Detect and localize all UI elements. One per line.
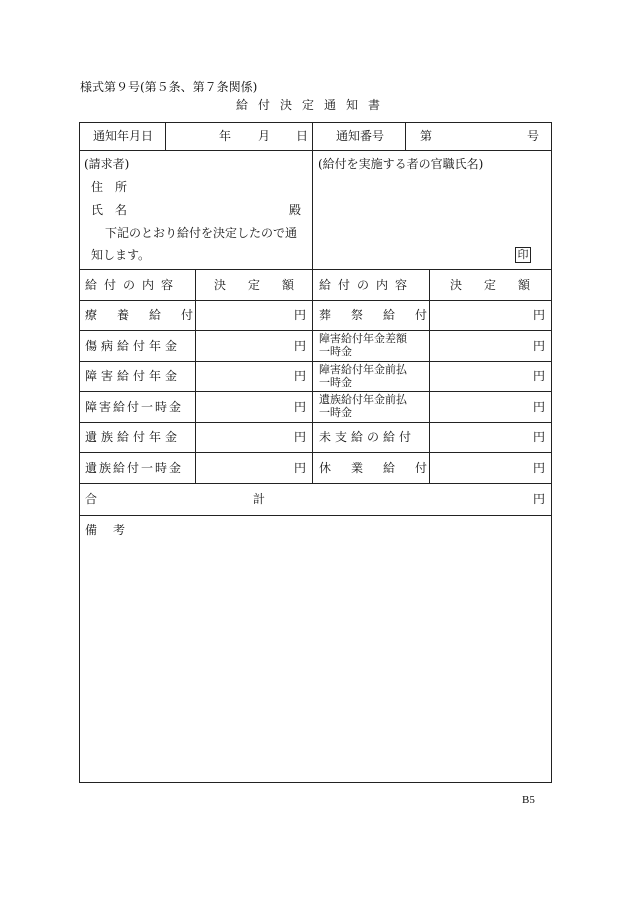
rule-h-row1 xyxy=(79,330,552,331)
rule-h-row5 xyxy=(79,452,552,453)
rule-v-header-1 xyxy=(165,122,166,151)
row-2-right-label-2: 一時金 xyxy=(319,345,352,358)
row-4-left-yen: 円 xyxy=(294,400,307,414)
row-4-right-yen: 円 xyxy=(533,400,546,414)
number-go: 号 xyxy=(527,129,540,143)
month-label: 月 xyxy=(258,129,271,143)
total-yen: 円 xyxy=(533,492,546,506)
rule-v-right-amount xyxy=(429,269,430,484)
row-3-right-label-1: 障害給付年金前払 xyxy=(319,363,407,376)
remarks-label: 備考 xyxy=(85,523,142,537)
rule-v-header-2 xyxy=(405,122,406,151)
rule-h-row3 xyxy=(79,391,552,392)
total-label-1: 合 xyxy=(85,492,98,506)
rule-v-center xyxy=(312,122,313,484)
rule-h-header xyxy=(79,150,552,151)
seal-mark: 印 xyxy=(515,247,531,263)
row-3-left-yen: 円 xyxy=(294,369,307,383)
row-2-right-label-1: 障害給付年金差額 xyxy=(319,332,407,345)
document-title: 給付決定通知書 xyxy=(236,98,391,112)
row-3-right-yen: 円 xyxy=(533,369,546,383)
row-5-left-yen: 円 xyxy=(294,430,307,444)
number-dai: 第 xyxy=(420,129,433,143)
row-1-right-label: 葬祭給付 xyxy=(319,308,448,322)
row-4-right-label-2: 一時金 xyxy=(319,406,352,419)
date-label: 通知年月日 xyxy=(93,129,154,143)
year-label: 年 xyxy=(219,129,232,143)
applicant-heading: (請求者) xyxy=(84,157,130,171)
rule-h-row2 xyxy=(79,361,552,362)
row-2-left-label: 傷病給付年金 xyxy=(85,339,182,353)
row-1-right-yen: 円 xyxy=(533,308,546,322)
number-label: 通知番号 xyxy=(336,129,385,143)
row-2-right-yen: 円 xyxy=(533,339,546,353)
rule-v-left-amount xyxy=(195,269,196,484)
row-6-left-label: 遺族給付一時金 xyxy=(85,461,184,475)
row-1-left-yen: 円 xyxy=(294,308,307,322)
rule-h-row4 xyxy=(79,422,552,423)
row-6-right-yen: 円 xyxy=(533,461,546,475)
frame-top xyxy=(79,122,552,123)
row-5-right-yen: 円 xyxy=(533,430,546,444)
row-6-left-yen: 円 xyxy=(294,461,307,475)
row-5-left-label: 遺族給付年金 xyxy=(85,430,182,444)
notice-line-1: 下記のとおり給付を決定したので通 xyxy=(105,226,298,240)
row-2-left-yen: 円 xyxy=(294,339,307,353)
honorific: 殿 xyxy=(289,203,302,217)
row-4-right-label-1: 遺族給付年金前払 xyxy=(319,393,407,406)
row-3-right-label-2: 一時金 xyxy=(319,376,352,389)
rule-h-total xyxy=(79,515,552,516)
row-4-left-label: 障害給付一時金 xyxy=(85,400,184,414)
row-1-left-label: 療養給付 xyxy=(85,308,214,322)
row-5-right-label: 未支給の給付 xyxy=(319,430,416,444)
rule-h-applicant xyxy=(79,269,552,270)
name-label: 氏 名 xyxy=(91,203,128,217)
rule-h-row6 xyxy=(79,483,552,484)
right-content-header: 給付の内容 xyxy=(319,278,415,292)
left-amount-header: 決定額 xyxy=(214,278,317,292)
address-label: 住 所 xyxy=(91,180,128,194)
frame-bottom xyxy=(79,782,552,783)
total-label-2: 計 xyxy=(253,492,266,506)
right-amount-header: 決定額 xyxy=(450,278,553,292)
rule-h-colhead xyxy=(79,300,552,301)
official-heading: (給付を実施する者の官職氏名) xyxy=(318,157,484,171)
form-label: 様式第９号(第５条、第７条関係) xyxy=(80,80,258,94)
paper-size: B5 xyxy=(522,794,535,806)
notice-line-2: 知します。 xyxy=(91,248,151,262)
left-content-header: 給付の内容 xyxy=(85,278,181,292)
row-3-left-label: 障害給付年金 xyxy=(85,369,182,383)
row-6-right-label: 休業給付 xyxy=(319,461,448,475)
day-label: 日 xyxy=(296,129,309,143)
